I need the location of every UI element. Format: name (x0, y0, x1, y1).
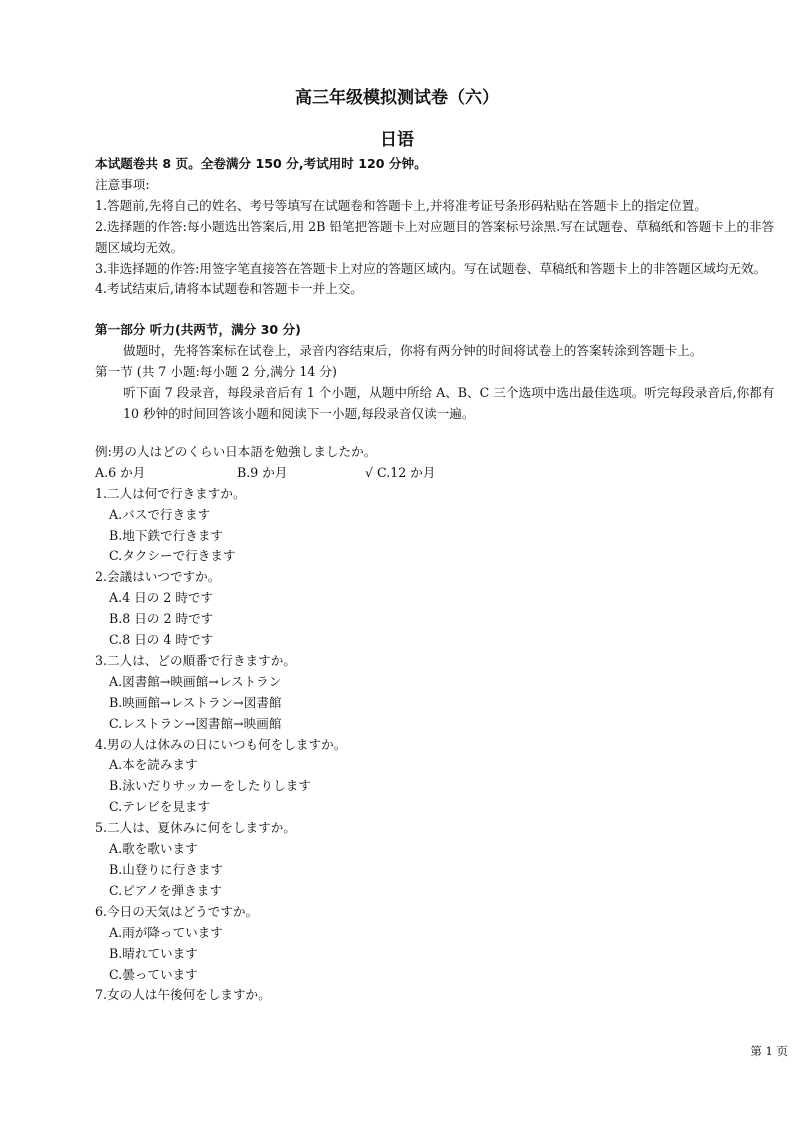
option-c: C.曇っています (109, 966, 198, 982)
note-2: 2.选择题的作答:每小题选出答案后,用 2B 铅笔把答题卡上对应题目的答案标号涂黑.写在试题卷、草稿纸和答题卡上的非答题区域均无效。 (95, 218, 775, 255)
question-3 (95, 651, 785, 735)
option-a: A.バスで行きます (109, 506, 211, 522)
question-text: 4.男の人は休みの日にいつも何をしますか。 (95, 736, 347, 752)
section1-heading: 第一节 (共 7 小题:每小题 2 分,满分 14 分) (95, 364, 337, 380)
question-text: 1.二人は何で行きますか。 (95, 485, 246, 501)
part1-instruction: 做题时，先将答案标在试卷上，录音内容结束后，你将有两分钟的时间将试卷上的答案转涂到答题卡上。 (123, 343, 703, 359)
example-options (95, 463, 785, 484)
option-c: C.8 日の 4 時です (109, 632, 214, 648)
page-number: 第 1 页 (750, 1044, 788, 1058)
exam-body (95, 154, 785, 1006)
spacer (95, 300, 785, 320)
option-c: C.ピアノを弾きます (109, 882, 222, 898)
option-a: A.歌を歌います (109, 841, 198, 857)
question-text: 7.女の人は午後何をしますか。 (95, 987, 271, 1003)
notice-label: 注意事项: (95, 176, 150, 192)
question-6 (95, 902, 785, 986)
option-b: B.晴れています (109, 945, 198, 961)
example-question: 例:男の人はどのくらい日本語を勉強しましたか。 (95, 443, 377, 459)
question-text: 2.会議はいつですか。 (95, 569, 221, 585)
note-1: 1.答题前,先将自己的姓名、考号等填写在试题卷和答题卡上,并将准考证号条形码粘贴在答题卡上的指定位置。 (95, 197, 707, 213)
question-5 (95, 818, 785, 902)
subject-title: 日语 (380, 130, 414, 150)
option-a: A.雨が降っています (109, 924, 223, 940)
part1-heading: 第一部分 听力(共两节，满分 30 分) (95, 322, 301, 338)
question-text: 3.二人は、どの順番で行きますか。 (95, 652, 296, 668)
option-c: C.タクシーで行きます (109, 548, 236, 564)
question-1 (95, 484, 785, 568)
question-text: 5.二人は、夏休みに何をしますか。 (95, 820, 296, 836)
option-a: A.4 日の 2 時です (109, 590, 214, 606)
example-option-b: B.9 か月 (237, 464, 288, 480)
option-b: B.泳いだりサッカーをしたりします (109, 778, 311, 794)
note-4: 4.考试结束后,请将本试题卷和答题卡一并上交。 (95, 281, 363, 297)
question-7 (95, 985, 785, 1006)
option-b: B.8 日の 2 時です (109, 611, 214, 627)
option-b: B.地下鉄で行きます (109, 527, 224, 543)
option-b: B.山登りに行きます (109, 862, 224, 877)
spacer (95, 425, 785, 442)
question-2 (95, 567, 785, 651)
note-3: 3.非选择题的作答:用签字笔直接答在答题卡上对应的答题区域内。写在试题卷、草稿纸和答题卡上的非答题区域均无效。 (95, 260, 767, 276)
section1-instruction: 听下面 7 段录音，每段录音后有 1 个小题，从题中所给 A、B、C 三个选项中选出最佳选项。听完每段录音后,你都有 10 秒钟的时间回答该小题和阅读下一小题,每段录音仅读一遍。 (123, 385, 775, 421)
example-option-c: √ C.12 か月 (365, 464, 436, 480)
option-a: A.図書館→映画館→レストラン (109, 673, 282, 689)
option-b: B.映画館→レストラン→図書館 (109, 694, 282, 710)
question-text: 6.今日の天気はどうですか。 (95, 903, 259, 919)
example-option-a: A.6 か月 (95, 464, 146, 480)
option-c: C.レストラン→図書館→映画館 (109, 715, 282, 731)
question-4 (95, 735, 785, 819)
exam-summary: 本试题卷共 8 页。全卷满分 150 分,考试用时 120 分钟。 (95, 156, 427, 171)
option-c: C.テレビを見ます (109, 799, 211, 815)
option-a: A.本を読みます (109, 757, 198, 773)
exam-title: 高三年级模拟测试卷（六） (295, 88, 499, 108)
